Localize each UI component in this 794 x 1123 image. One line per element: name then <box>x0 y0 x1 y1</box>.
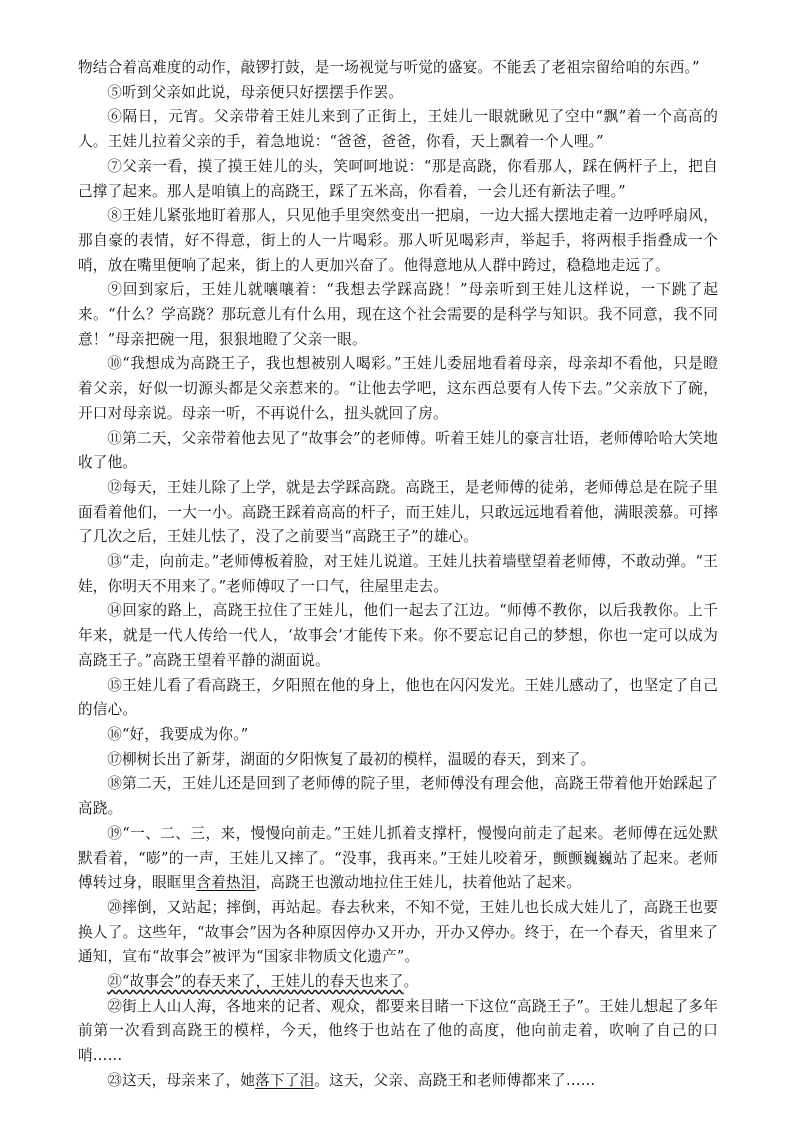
paragraph-text: ⑯“好，我要成为你。” <box>107 725 249 743</box>
paragraph-text: ⑧王娃儿紧张地盯着那人，只见他手里突然变出一把扇，一边大摇大摆地走着一边呼呼扇风，那自豪的表情，好不得意，街上的人一片喝彩。那人听见喝彩声，举起手，将两根手指叠成一个哨，放在嘴里便响了起来，街上的人更加兴奋了。他得意地从人群中跨过，稳稳地走远了。 <box>78 207 718 274</box>
paragraph-16 <box>78 723 718 748</box>
paragraph-5 <box>78 81 718 106</box>
paragraph-text: ⑱第二天，王娃儿还是回到了老师傅的院子里，老师傅没有理会他，高跷王带着他开始踩起了高跷。 <box>78 775 718 818</box>
paragraph-continuation <box>78 56 718 81</box>
document-page <box>78 56 718 1094</box>
paragraph-text: ⑫每天，王娃儿除了上学，就是去学踩高跷。高跷王，是老师傅的徒弟，老师傅总是在院子里面看着他们，一大一小。高跷王踩着高高的杆子，而王娃儿，只敢远远地看着他，满眼羡慕。可摔了几次之后，王娃儿怯了，没了之前要当“高跷王子”的雄心。 <box>78 478 718 546</box>
paragraph-text: ，高跷王也激动地拉住王娃儿，扶着他站了起来。 <box>255 874 582 892</box>
paragraph-14 <box>78 599 718 673</box>
paragraph-text: ⑰柳树长出了新芽，湖面的夕阳恢复了最初的模样，温暖的春天，到来了。 <box>107 750 596 768</box>
paragraph-text: ⑭回家的路上，高跷王拉住了王娃儿，他们一起去了江边。“师傅不教你，以后我教你。上千年来，就是一代人传给一代人，‘故事会’才能传下来。你不要忘记自己的梦想，你也一定可以成为高跷王子。”高跷王望着平静的湖面说。 <box>78 602 718 669</box>
paragraph-text: ⑳摔倒，又站起；摔倒，再站起。春去秋来，不知不觉，王娃儿也长成大娃儿了，高跷王也要换人了。这些年，“故事会”因为各种原因停办又开办，开办又停办。终于，在一个春天，省里来了通知，宣布“故事会”被评为“国家非物质文化遗产”。 <box>78 898 718 966</box>
paragraph-17 <box>78 748 718 773</box>
paragraph-11 <box>78 427 718 476</box>
wavy-underlined-sentence: ㉑“故事会”的春天来了，王娃儿的春天也来了 <box>107 973 404 991</box>
paragraph-text: ⑥隔日，元宵。父亲带着王娃儿来到了正街上，王娃儿一眼就瞅见了空中“飘”着一个高高的人。王娃儿拉着父亲的手，着急地说：“爸爸，爸爸，你看，天上飘着一个人哩。” <box>78 108 718 151</box>
paragraph-text: ⑩“我想成为高跷王子，我也想被别人喝彩。”王娃儿委屈地看着母亲，母亲却不看他，只是瞪着父亲，好似一切源头都是父亲惹来的。“让他去学吧，这东西总要有人传下去。”父亲放下了碗，开口对母亲说。母亲一听，不再说什么，扭头就回了房。 <box>78 355 718 422</box>
paragraph-text: ⑮王娃儿看了看高跷王，夕阳照在他的身上，他也在闪闪发光。王娃儿感动了，也坚定了自己的信心。 <box>78 676 718 719</box>
underlined-phrase: 含着热泪 <box>196 874 256 892</box>
paragraph-8 <box>78 204 718 278</box>
underlined-phrase: 落下了泪 <box>255 1071 315 1089</box>
paragraph-text: ⑪第二天，父亲带着他去见了“故事会”的老师傅。听着王娃儿的豪言壮语，老师傅哈哈大笑地收了他。 <box>78 429 718 472</box>
paragraph-text: ⑲“一、二、三，来，慢慢向前走。”王娃儿抓着支撑杆，慢慢向前走了起来。老师傅在远处默默看着，“嘭”的一声，王娃儿又摔了。“没事，我再来。”王娃儿咬着牙，颤颤巍巍站了起来。老师傅转过身，眼眶里 <box>78 824 718 892</box>
paragraph-20 <box>78 896 718 970</box>
paragraph-text: ㉒街上人山人海，各地来的记者、观众，都要来目睹一下这位“高跷王子”。王娃儿想起了多年前第一次看到高跷王的模样，今天，他终于也站在了他的高度，他向前走着，吹响了自己的口哨…… <box>78 997 718 1065</box>
paragraph-21 <box>78 970 718 995</box>
paragraph-text: 物结合着高难度的动作，敲锣打鼓，是一场视觉与听觉的盛宴。不能丢了老祖宗留给咱的东西。” <box>78 59 700 76</box>
paragraph-text: ⑤听到父亲如此说，母亲便只好摆摆手作罢。 <box>107 83 404 101</box>
paragraph-23 <box>78 1069 718 1094</box>
paragraph-text: ⑨回到家后，王娃儿就嚷嚷着：“我想去学踩高跷！”母亲听到王娃儿这样说，一下跳了起来。“什么？学高跷？那玩意儿有什么用，现在这个社会需要的是科学与知识。我不同意，我不同意！”母亲把碗一甩，狠狠地瞪了父亲一眼。 <box>78 281 718 348</box>
paragraph-text: ⑦父亲一看，摸了摸王娃儿的头，笑呵呵地说：“那是高跷，你看那人，踩在俩杆子上，把自己撑了起来。那人是咱镇上的高跷王，踩了五米高，你看着，一会儿还有新法子哩。” <box>78 157 718 200</box>
paragraph-19 <box>78 822 718 896</box>
paragraph-18 <box>78 772 718 821</box>
paragraph-12 <box>78 476 718 550</box>
paragraph-13 <box>78 550 718 599</box>
paragraph-text: ⑬“走，向前走。”老师傅板着脸，对王娃儿说道。王娃儿扶着墙壁望着老师傅，不敢动弹。“王娃，你明天不用来了。”老师傅叹了一口气，往屋里走去。 <box>78 553 718 595</box>
paragraph-text: 。这天，父亲、高跷王和老师傅都来了…… <box>314 1071 596 1089</box>
paragraph-7 <box>78 155 718 204</box>
paragraph-text: ㉓这天，母亲来了，她 <box>107 1071 256 1089</box>
paragraph-15 <box>78 674 718 723</box>
paragraph-text: 。 <box>403 973 419 991</box>
paragraph-9 <box>78 278 718 352</box>
paragraph-10 <box>78 352 718 426</box>
paragraph-6 <box>78 105 718 154</box>
paragraph-22 <box>78 995 718 1069</box>
